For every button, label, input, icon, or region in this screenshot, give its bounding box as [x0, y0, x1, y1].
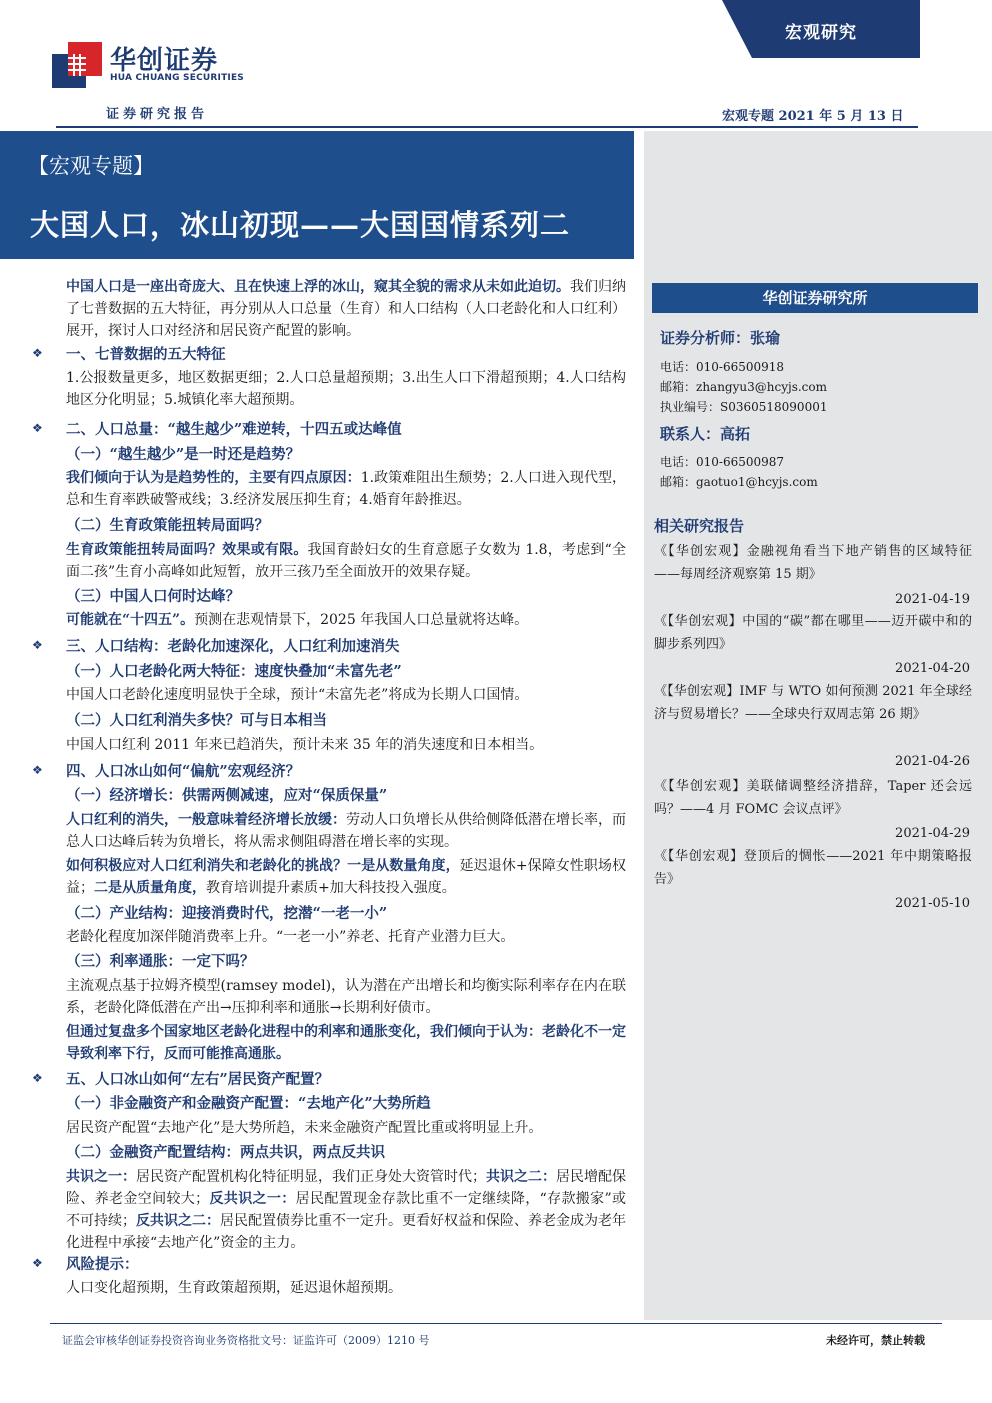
section-text: 主流观点基于拉姆齐模型(ramsey model)，认为潜在产出增长和均衡实际利率存在内在联系，老龄化降低潜在产出→压抑利率和通胀→长期利好债市。: [66, 978, 626, 1016]
body-text: 居民配置现金存款比重不一定继续降，“存款搬家”或不可持续；: [66, 1191, 627, 1229]
related-report-link[interactable]: 《【华创宏观】金融视角看当下地产销售的区域特征——每周经济观察第 15 期》: [654, 544, 972, 582]
body-text: 预测在悲观情景下，2025 年我国人口总量就将达峰。: [194, 612, 529, 628]
subsection-heading: （二）产业结构：迎接消费时代，挖潜“一老一小”: [66, 905, 388, 922]
section-text: [66, 609, 626, 631]
section-text: 老龄化程度加深伴随消费率上升。“一老一小”养老、托育产业潜力巨大。: [66, 929, 515, 945]
risk-heading: 风险提示：: [66, 1256, 139, 1273]
related-report-date: 2021-05-10: [895, 896, 970, 911]
subsection-heading: （一）非金融资产和金融资产配置：“去地产化”大势所趋: [66, 1095, 431, 1112]
section-text: [66, 467, 626, 511]
report-date: 宏观专题 2021 年 5 月 13 日: [722, 109, 904, 124]
body-text: 我国育龄妇女的生育意愿子女数为 1.8，考虑到“全面二孩”生育小高峰如此短暂，放开三孩乃至全面放开的效果存疑。: [66, 542, 627, 580]
intro-lead: 中国人口是一座出奇庞大、且在快速上浮的冰山，窥其全貌的需求从未如此迫切。: [66, 279, 570, 295]
section-text: 1.公报数量更多，地区数据更细；2.人口总量超预期；3.出生人口下滑超预期；4.人口结构地区分化明显；5.城镇化率大超预期。: [66, 370, 626, 408]
intro-text: 我们归纳了七普数据的五大特征，再分别从人口总量（生育）和人口结构（人口老龄化和人口红利）展开，探讨人口对经济和居民资产配置的影响。: [66, 279, 626, 339]
related-report-link[interactable]: 《【华创宏观】美联储调整经济措辞，Taper 还会远吗？——4 月 FOMC 会议点评》: [654, 779, 972, 817]
related-reports-heading: 相关研究报告: [654, 517, 745, 535]
subsection-heading: （一）人口老龄化两大特征：速度快叠加“未富先老”: [66, 663, 402, 680]
section-text: [66, 809, 626, 853]
bold-lead: 反共识之二：: [136, 1213, 220, 1229]
section-heading: 四、人口冰山如何“偏航”宏观经济？: [66, 763, 301, 780]
category-label: 宏观研究: [785, 23, 857, 43]
report-type: 证券研究报告: [106, 107, 209, 122]
subsection-heading: （二）人口红利消失多快？可与日本相当: [66, 712, 327, 729]
bold-lead: 我们倾向于认为是趋势性的，主要有四点原因：: [66, 470, 361, 486]
footer-notice: 未经许可，禁止转载: [826, 1334, 925, 1347]
subsection-heading: （一）“越生越少”是一时还是趋势？: [66, 446, 301, 463]
body-text: 教育培训提升素质+加大科技投入强度。: [206, 880, 456, 896]
section-heading: 五、人口冰山如何“左右”居民资产配置？: [66, 1071, 330, 1088]
related-report-date: 2021-04-20: [895, 661, 970, 676]
body-text: 居民配置债券比重不一定升。更看好权益和保险、养老金成为老年化进程中承接“去地产化”资金的主力。: [66, 1213, 626, 1251]
body-text: 劳动人口负增长从供给侧降低潜在增长率，而总人口达峰后转为负增长，将从需求侧阻碍潜在增长率的实现。: [66, 812, 626, 850]
related-report-date: 2021-04-29: [895, 826, 970, 841]
contact-email[interactable]: 邮箱：gaotuo1@hcyjs.com: [660, 475, 818, 489]
body-text: 居民资产配置机构化特征明显，我们正身处大资管时代；: [136, 1169, 486, 1185]
body-text: 居民增配保险、养老金空间较大；: [66, 1169, 626, 1207]
analyst-email[interactable]: 邮箱：zhangyu3@hcyjs.com: [660, 380, 828, 394]
bold-lead: 可能就在“十四五”。: [66, 612, 195, 628]
section-heading: 一、七普数据的五大特征: [66, 346, 226, 363]
company-logo: [52, 42, 102, 88]
section-text: [66, 1166, 626, 1254]
analyst-cert: 执业编号：S0360518090001: [660, 400, 828, 414]
bold-lead: 反共识之一：: [209, 1191, 296, 1207]
diamond-bullet-icon: ❖: [32, 1256, 43, 1270]
brand-name: 华创证券: [110, 46, 219, 76]
bold-lead: 共识之一：: [66, 1169, 136, 1185]
section-text: 中国人口老龄化速度明显快于全球，预计“未富先老”将成为长期人口国情。: [66, 687, 529, 703]
contact-name: 联系人：高拓: [660, 425, 751, 443]
brand-name-english: HUA CHUANG SECURITIES: [110, 73, 244, 83]
section-heading: 三、人口结构：老龄化加速深化，人口红利加速消失: [66, 638, 400, 655]
related-report-link[interactable]: 《【华创宏观】中国的“碳”都在哪里——迈开碳中和的脚步系列四》: [654, 614, 972, 652]
subsection-heading: （二）生育政策能扭转局面吗？: [66, 517, 269, 534]
diamond-bullet-icon: ❖: [32, 421, 43, 435]
diamond-bullet-icon: ❖: [32, 763, 43, 777]
subsection-heading: （二）金融资产配置结构：两点共识，两点反共识: [66, 1144, 385, 1161]
related-report-date: 2021-04-26: [895, 754, 970, 769]
intro-paragraph: [66, 276, 626, 342]
institute-name: 华创证券研究所: [652, 283, 978, 313]
diamond-bullet-icon: ❖: [32, 346, 43, 360]
section-text: 中国人口红利 2011 年来已趋消失，预计未来 35 年的消失速度和日本相当。: [66, 737, 544, 753]
footer-license: 证监会审核华创证券投资咨询业务资格批文号：证监许可（2009）1210 号: [62, 1334, 430, 1347]
diamond-bullet-icon: ❖: [32, 1071, 43, 1085]
section-text: [66, 855, 626, 899]
analyst-phone: 电话：010-66500918: [660, 360, 785, 374]
bold-lead: 生育政策能扭转局面吗？效果或有限。: [66, 542, 308, 558]
related-report-date: 2021-04-19: [895, 592, 970, 607]
related-report-link[interactable]: 《【华创宏观】登顶后的惆怅——2021 年中期策略报告》: [654, 849, 972, 887]
related-report-link[interactable]: 《【华创宏观】IMF 与 WTO 如何预测 2021 年全球经济与贸易增长？——全球央行双周志第 26 期》: [654, 684, 972, 722]
contact-phone: 电话：010-66500987: [660, 455, 785, 469]
bold-lead: 如何积极应对人口红利消失和老龄化的挑战？一是从数量角度，: [66, 858, 460, 874]
analyst-name: 证券分析师：张瑜: [660, 329, 781, 347]
bold-lead: 人口红利的消失，一般意味着经济增长放缓：: [66, 812, 346, 828]
bold-lead: 二是从质量角度，: [94, 880, 206, 896]
report-tag: 【宏观专题】: [28, 154, 154, 178]
section-text: 居民资产配置“去地产化”是大势所趋，未来金融资产配置比重或将明显上升。: [66, 1120, 543, 1136]
section-heading: 二、人口总量：“越生越少”难逆转，十四五或达峰值: [66, 421, 402, 438]
risk-text: 人口变化超预期，生育政策超预期，延迟退休超预期。: [66, 1280, 402, 1296]
subsection-heading: （一）经济增长：供需两侧减速，应对“保质保量”: [66, 787, 388, 804]
body-text: 1.政策难阻出生颓势；2.人口进入现代型，总和生育率跌破警戒线；3.经济发展压抑生育；4.婚育年龄推迟。: [66, 470, 627, 508]
report-title: 大国人口，冰山初现——大国国情系列二: [30, 208, 571, 242]
body-text: 延迟退休+保障女性职场权益；: [66, 858, 626, 896]
subsection-heading: （三）中国人口何时达峰？: [66, 588, 240, 605]
bold-lead: 共识之二：: [486, 1169, 556, 1185]
section-text: [66, 539, 626, 583]
section-conclusion: 但通过复盘多个国家地区老龄化进程中的利率和通胀变化，我们倾向于认为：老龄化不一定导致利率下行，反而可能推高通胀。: [66, 1024, 626, 1062]
footer-divider: [50, 1323, 942, 1324]
header-divider: [56, 126, 918, 128]
diamond-bullet-icon: ❖: [32, 638, 43, 652]
subsection-heading: （三）利率通胀：一定下吗？: [66, 953, 255, 970]
